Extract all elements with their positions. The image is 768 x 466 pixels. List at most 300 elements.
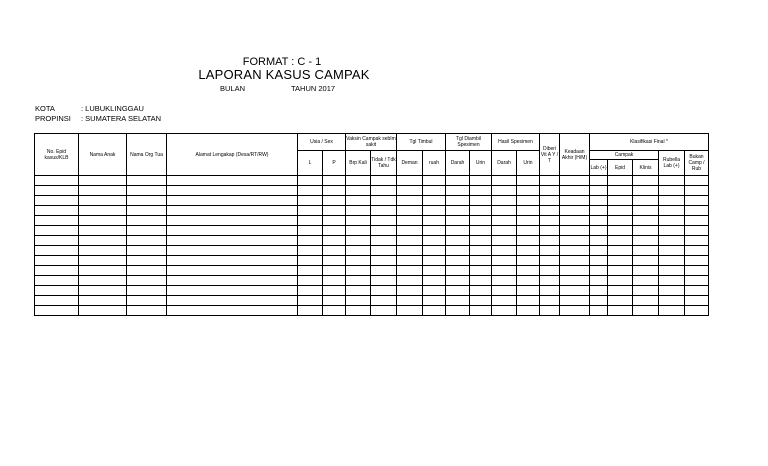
table-cell [423,196,446,206]
col-lab: Lab (+) [590,160,608,176]
col-diambil-urin: Urin [470,151,492,176]
table-cell [492,276,517,286]
col-timbul-ruam: ruah [423,151,446,176]
table-cell [540,296,560,306]
table-cell [167,176,298,186]
table-cell [560,286,590,296]
table-cell [685,276,709,286]
table-cell [35,216,79,226]
table-cell [540,216,560,226]
table-cell [540,206,560,216]
table-cell [560,296,590,306]
table-cell [659,186,685,196]
table-cell [79,296,127,306]
bulan-label: BULAN [220,84,246,93]
table-cell [397,276,423,286]
col-bukan: Bukan Camp / Rub [685,151,709,176]
table-cell [659,276,685,286]
table-cell [446,256,470,266]
table-cell [446,296,470,306]
kota-value: : LUBUKLINGGAU [81,104,144,113]
table-cell [540,256,560,266]
table-cell [79,216,127,226]
table-cell [470,246,492,256]
table-cell [397,246,423,256]
table-cell [659,196,685,206]
table-cell [346,206,371,216]
table-cell [167,196,298,206]
table-cell [346,306,371,316]
table-cell [79,176,127,186]
table-row [35,226,709,236]
propinsi-value: : SUMATERA SELATAN [81,114,162,123]
table-cell [560,266,590,276]
table-row [35,176,709,186]
table-cell [79,306,127,316]
table-cell [346,176,371,186]
table-cell [492,286,517,296]
table-cell [298,296,323,306]
table-cell [371,266,397,276]
table-cell [659,256,685,266]
col-timbul-demam: Deman [397,151,423,176]
table-cell [492,176,517,186]
table-cell [590,276,608,286]
table-cell [298,226,323,236]
table-cell [470,306,492,316]
table-cell [397,186,423,196]
table-cell [446,206,470,216]
table-row [35,186,709,196]
col-rubella: Rubella Lab (+) [659,151,685,176]
table-cell [608,266,633,276]
table-cell [446,196,470,206]
table-cell [167,206,298,216]
table-cell [397,226,423,236]
table-row [35,246,709,256]
table-cell [633,176,659,186]
table-cell [633,206,659,216]
table-cell [346,296,371,306]
table-cell [633,286,659,296]
table-row [35,206,709,216]
table-cell [35,246,79,256]
table-cell [608,196,633,206]
col-diberi-vita: Diberi Vit A Y / T [540,134,560,176]
table-cell [35,256,79,266]
table-cell [35,296,79,306]
col-campak: Campak [590,151,659,160]
table-cell [608,306,633,316]
table-cell [35,206,79,216]
table-cell [346,226,371,236]
table-cell [323,276,346,286]
table-cell [167,216,298,226]
table-cell [323,206,346,216]
table-cell [79,256,127,266]
table-cell [127,236,167,246]
table-cell [685,266,709,276]
kota-label: KOTA [35,104,55,113]
col-epid: Epid [608,160,633,176]
table-cell [659,206,685,216]
table-cell [397,286,423,296]
table-cell [167,246,298,256]
table-cell [323,196,346,206]
table-cell [346,276,371,286]
table-cell [492,216,517,226]
table-cell [167,226,298,236]
table-cell [346,236,371,246]
table-cell [633,296,659,306]
col-tgl-diambil: Tgl Diambil Spesimen [446,134,492,151]
table-cell [298,206,323,216]
data-rows [35,176,709,316]
table-cell [517,176,540,186]
table-cell [35,196,79,206]
kota-line [35,104,144,113]
table-row [35,276,709,286]
table-cell [371,276,397,286]
table-cell [323,256,346,266]
table-cell [608,246,633,256]
table-cell [560,206,590,216]
table-row [35,196,709,206]
table-cell [423,206,446,216]
table-cell [298,186,323,196]
table-cell [397,236,423,246]
table-cell [79,236,127,246]
table-cell [590,256,608,266]
table-cell [492,186,517,196]
report-title: LAPORAN KASUS CAMPAK [198,67,370,82]
table-cell [446,246,470,256]
table-cell [470,176,492,186]
table-cell [517,306,540,316]
table-cell [127,206,167,216]
table-cell [590,186,608,196]
table-row [35,306,709,316]
table-cell [446,276,470,286]
table-cell [346,216,371,226]
table-cell [517,266,540,276]
table-cell [590,176,608,186]
table-cell [608,286,633,296]
table-cell [323,216,346,226]
table-cell [127,296,167,306]
table-cell [633,246,659,256]
table-cell [540,236,560,246]
table-cell [79,266,127,276]
table-cell [446,186,470,196]
table-cell [560,196,590,206]
table-cell [540,246,560,256]
table-cell [298,266,323,276]
table-cell [323,306,346,316]
table-cell [633,236,659,246]
table-cell [35,266,79,276]
table-cell [633,226,659,236]
table-cell [608,176,633,186]
table-cell [127,176,167,186]
table-cell [446,266,470,276]
table-cell [167,296,298,306]
table-cell [633,266,659,276]
table-cell [79,206,127,216]
table-cell [517,206,540,216]
table-row [35,236,709,246]
table-cell [346,246,371,256]
table-cell [540,226,560,236]
table-cell [371,306,397,316]
table-cell [590,266,608,276]
table-cell [423,286,446,296]
table-cell [633,306,659,316]
table-cell [685,286,709,296]
col-no-epid: No. Epid kasus/KLB [35,134,79,176]
table-cell [298,306,323,316]
table-cell [633,216,659,226]
table-cell [35,306,79,316]
col-sex-p: P [323,151,346,176]
table-cell [371,206,397,216]
table-row [35,296,709,306]
table-cell [323,246,346,256]
col-klinis: Klinis [633,160,659,176]
table-cell [167,256,298,266]
table-cell [371,256,397,266]
table-cell [423,296,446,306]
table-cell [298,276,323,286]
table-cell [492,196,517,206]
table-cell [517,256,540,266]
table-cell [590,196,608,206]
table-cell [633,186,659,196]
table-cell [590,216,608,226]
table-cell [127,226,167,236]
table-cell [590,296,608,306]
table-cell [35,176,79,186]
table-cell [659,286,685,296]
propinsi-label: PROPINSI [35,114,71,123]
table-cell [590,306,608,316]
table-cell [608,216,633,226]
table-cell [127,266,167,276]
col-nama-anak: Nama Anak [79,134,127,176]
table-cell [127,246,167,256]
table-cell [371,286,397,296]
table-cell [517,296,540,306]
table-cell [127,186,167,196]
table-cell [560,246,590,256]
table-cell [397,296,423,306]
table-cell [371,176,397,186]
table-cell [608,256,633,266]
table-cell [517,286,540,296]
table-cell [685,196,709,206]
table-cell [423,306,446,316]
table-cell [685,186,709,196]
table-cell [446,236,470,246]
table-cell [659,266,685,276]
table-cell [323,186,346,196]
table-cell [659,246,685,256]
table-cell [298,286,323,296]
table-cell [397,216,423,226]
table-cell [371,196,397,206]
table-cell [35,226,79,236]
table-cell [685,246,709,256]
table-cell [659,306,685,316]
table-cell [127,196,167,206]
table-cell [35,236,79,246]
col-keadaan: Keadaan Akhir (H/M) [560,134,590,176]
table-cell [590,206,608,216]
table-cell [423,256,446,266]
table-cell [517,276,540,286]
table-cell [446,306,470,316]
table-cell [446,226,470,236]
table-cell [608,236,633,246]
table-cell [423,186,446,196]
table-cell [127,216,167,226]
table-cell [167,186,298,196]
table-cell [560,256,590,266]
table-cell [608,276,633,286]
table-cell [560,176,590,186]
table-cell [397,256,423,266]
table-cell [492,206,517,216]
table-cell [35,276,79,286]
table-cell [540,276,560,286]
table-cell [127,276,167,286]
col-hasil-urin: Urin [517,151,540,176]
table-cell [323,236,346,246]
table-cell [323,176,346,186]
table-cell [492,226,517,236]
table-cell [685,216,709,226]
table-cell [346,286,371,296]
table-cell [470,296,492,306]
table-cell [346,256,371,266]
table-cell [371,236,397,246]
table-cell [560,276,590,286]
table-cell [79,186,127,196]
table-cell [517,226,540,236]
table-cell [633,276,659,286]
table-cell [517,246,540,256]
table-cell [323,286,346,296]
table-cell [298,256,323,266]
table-cell [371,186,397,196]
table-cell [540,306,560,316]
table-cell [470,206,492,216]
table-cell [423,266,446,276]
table-cell [35,186,79,196]
table-cell [371,246,397,256]
table-cell [540,286,560,296]
table-cell [517,236,540,246]
table-row [35,216,709,226]
table-cell [323,226,346,236]
table-cell [540,186,560,196]
table-cell [590,236,608,246]
table-row [35,256,709,266]
table-cell [492,266,517,276]
table-cell [517,186,540,196]
table-cell [560,306,590,316]
table-cell [540,196,560,206]
table-cell [470,236,492,246]
table-cell [517,196,540,206]
table-cell [323,296,346,306]
table-cell [560,226,590,236]
table-cell [423,246,446,256]
table-cell [470,256,492,266]
col-diambil-darah: Darah [446,151,470,176]
table-cell [397,196,423,206]
table-cell [446,216,470,226]
table-cell [397,306,423,316]
table-cell [298,196,323,206]
table-cell [79,196,127,206]
table-cell [371,296,397,306]
table-cell [492,236,517,246]
tahun-label: TAHUN 2017 [291,84,336,93]
table-cell [298,176,323,186]
col-hasil-darah: Darah [492,151,517,176]
table-cell [540,176,560,186]
table-cell [371,216,397,226]
table-cell [167,276,298,286]
table-cell [397,206,423,216]
table-cell [35,286,79,296]
table-cell [492,246,517,256]
table-cell [470,196,492,206]
table-cell [298,216,323,226]
table-cell [397,266,423,276]
table-cell [423,216,446,226]
table-cell [659,236,685,246]
table-cell [79,246,127,256]
table-cell [470,286,492,296]
table-cell [470,186,492,196]
table-cell [590,286,608,296]
format-code: FORMAT : C - 1 [242,56,322,68]
table-cell [540,266,560,276]
table-cell [167,306,298,316]
table-cell [446,286,470,296]
table-cell [560,186,590,196]
col-vaksin: Vaksin Campak sebIm sakit [346,134,397,151]
table-cell [590,246,608,256]
table-cell [127,286,167,296]
col-sex-l: L [298,151,323,176]
table-cell [470,266,492,276]
table-cell [685,236,709,246]
table-cell [423,236,446,246]
table-cell [346,186,371,196]
table-cell [167,286,298,296]
col-hasil: Hasil Spesimen [492,134,540,151]
table-cell [685,206,709,216]
table-cell [423,276,446,286]
table-cell [659,176,685,186]
table-row [35,286,709,296]
table-cell [167,266,298,276]
propinsi-line [35,114,161,123]
col-tgl-timbul: Tgl Timbul [397,134,446,151]
